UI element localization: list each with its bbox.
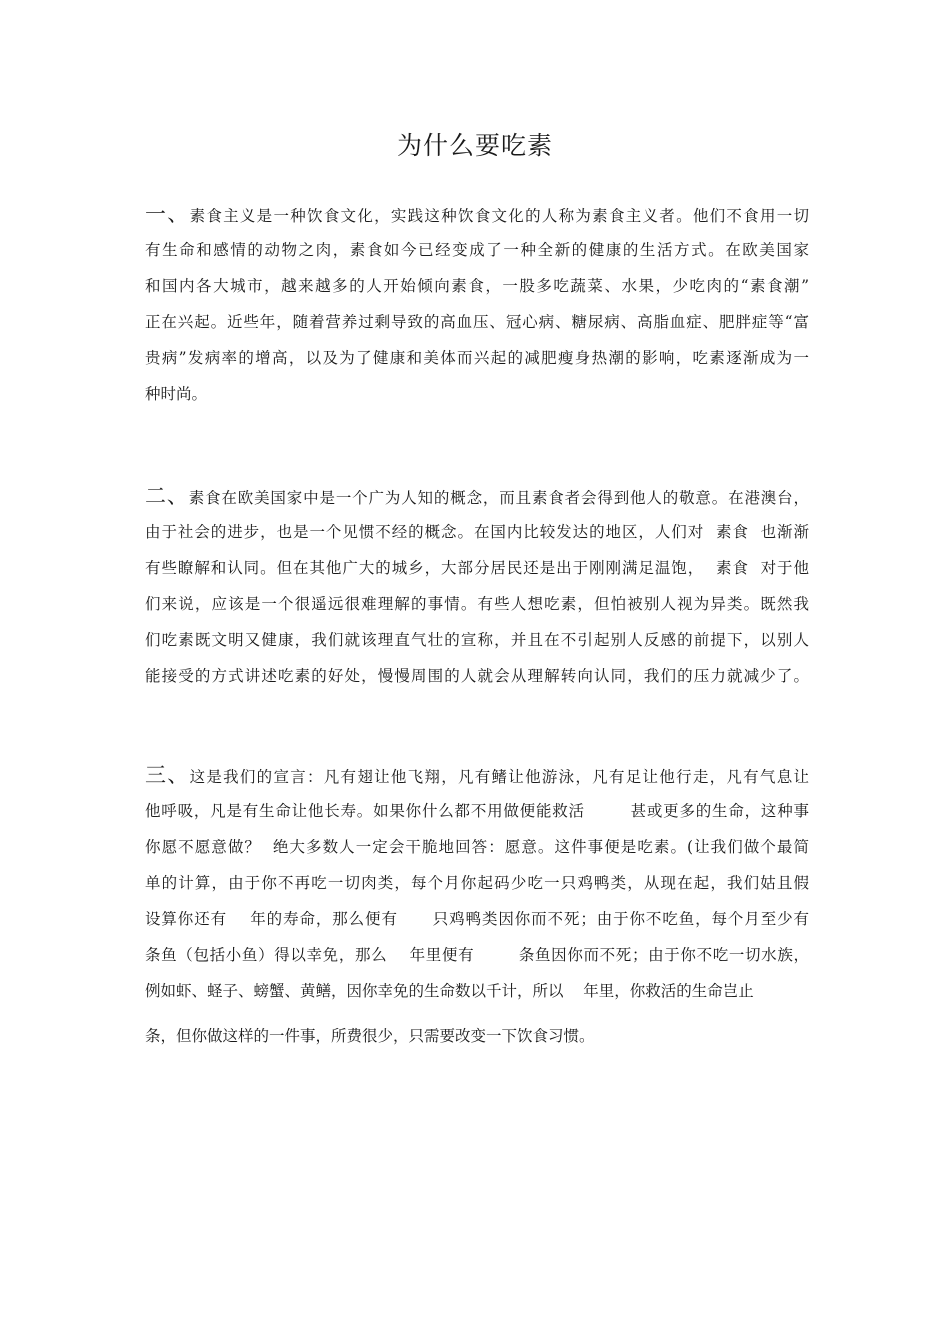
section-line: 条鱼（包括小鱼）得以幸免，那么 年里便有 条鱼因你而不死；由于你不吃一切水族， [145,946,809,964]
section-line: 们来说，应该是一个很遥远很难理解的事情。有些人想吃素，但怕被别人视为异类。既然我 [145,595,809,613]
section-line: 有些瞭解和认同。但在其他广大的城乡，大部分居民还是出于刚刚满足温饱， 素食 对于他 [145,559,809,577]
line-text: 素食在欧美国家中是一个广为人知的概念，而且素食者会得到他人的敬意。在港澳台， [188,489,809,507]
section-line: 正在兴起。近些年，随着营养过剩导致的高血压、冠心病、糖尿病、高脂血症、肥胖症等“富 [145,313,809,331]
section-marker: 一、 [145,202,190,226]
section-line: 能接受的方式讲述吃素的好处，慢慢周围的人就会从理解转向认同，我们的压力就减少了。 [145,667,809,685]
document-title: 为什么要吃素 [396,131,553,160]
section-1 [145,196,809,412]
line-text: 素食主义是一种饮食文化，实践这种饮食文化的人称为素食主义者。他们不食用一切 [189,207,809,225]
section-line: 条，但你做这样的一件事，所费很少，只需要改变一下饮食习惯。 [145,1027,595,1045]
section-marker: 三、 [145,763,190,787]
section-line: 单的计算，由于你不再吃一切肉类，每个月你起码少吃一只鸡鸭类，从现在起，我们姑且假 [145,874,809,892]
section-line: 有生命和感情的动物之肉，素食如今已经变成了一种全新的健康的生活方式。在欧美国家 [145,241,809,259]
section-2 [145,478,809,694]
section-line: 贵病”发病率的增高，以及为了健康和美体而兴起的减肥瘦身热潮的影响，吃素逐渐成为一 [145,349,809,367]
section-line [145,478,809,514]
section-line: 由于社会的进步，也是一个见惯不经的概念。在国内比较发达的地区，人们对 素食 也渐渐 [145,523,809,541]
line-text: 这是我们的宣言：凡有翅让他飞翔，凡有鳍让他游泳，凡有足让他行走，凡有气息让 [189,768,809,786]
section-line: 种时尚。 [145,385,208,403]
section-line: 例如虾、蛏子、螃蟹、黄鳝，因你幸免的生命数以千计，所以 年里，你救活的生命岂止 [145,982,754,1000]
section-line: 他呼吸，凡是有生命让他长寿。如果你什么都不用做便能救活 甚或更多的生命，这种事 [145,802,809,820]
section-line: 们吃素既文明又健康，我们就该理直气壮的宣称，并且在不引起别人反感的前提下，以别人 [145,631,809,649]
section-line: 和国内各大城市，越来越多的人开始倾向素食，一股多吃蔬菜、水果，少吃肉的“素食潮” [145,277,809,295]
section-line [145,196,809,232]
section-marker: 二、 [145,484,189,508]
section-3 [145,757,809,1054]
section-line [145,757,809,793]
section-line: 你愿不愿意做？ 绝大多数人一定会干脆地回答：愿意。这件事便是吃素。(让我们做个最简 [145,838,809,856]
section-line: 设算你还有 年的寿命，那么便有 只鸡鸭类因你而不死；由于你不吃鱼，每个月至少有 [145,910,809,928]
